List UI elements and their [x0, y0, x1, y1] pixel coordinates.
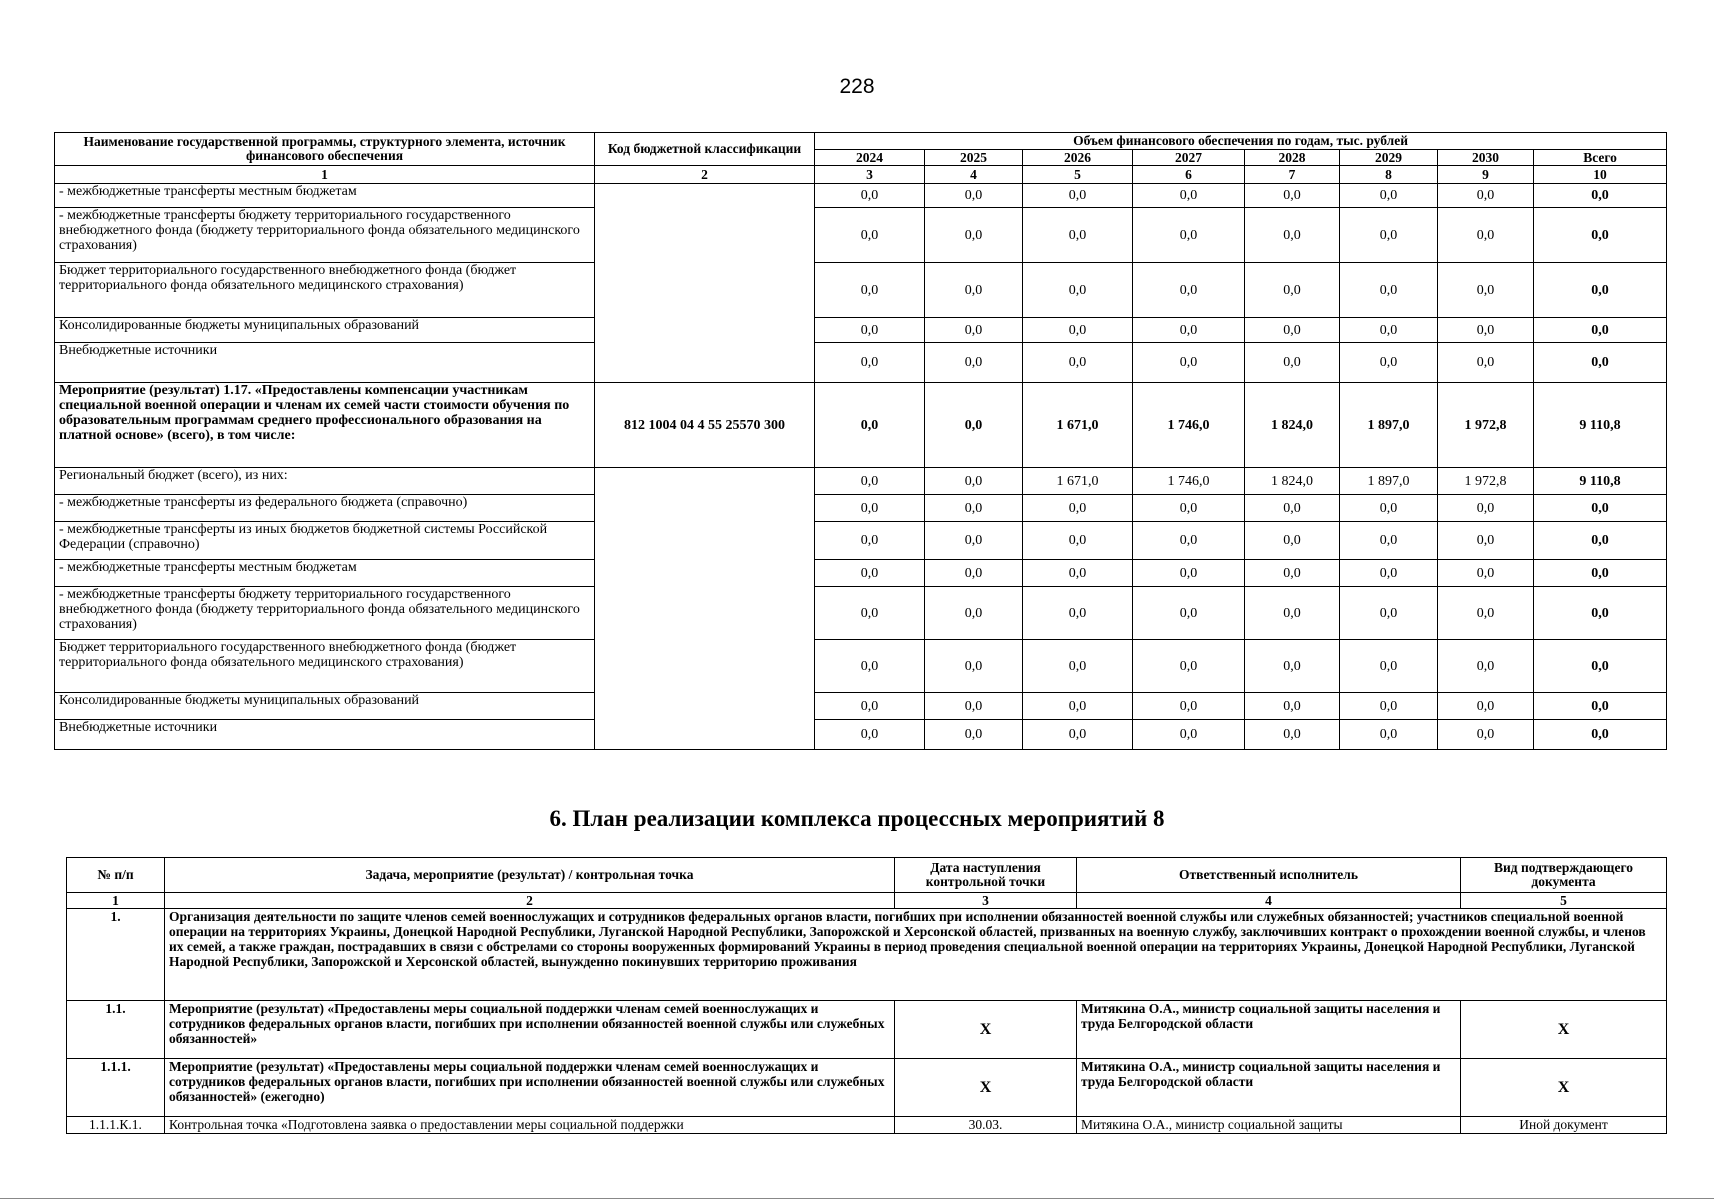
- year-value: 0,0: [925, 263, 1023, 318]
- column-number: 5: [1461, 893, 1667, 909]
- year-value: 0,0: [815, 560, 925, 587]
- header-task: Задача, мероприятие (результат) / контрольная точка: [165, 858, 895, 893]
- event-value: 1 972,8: [1438, 383, 1534, 468]
- source-row: [55, 263, 1667, 318]
- year-value: 0,0: [1133, 522, 1245, 560]
- year-value: 0,0: [925, 693, 1023, 720]
- total-value: 0,0: [1534, 587, 1667, 640]
- year-value: 0,0: [815, 468, 925, 495]
- column-number: 4: [925, 166, 1023, 184]
- row-text: Контрольная точка «Подготовлена заявка о предоставлении меры социальной поддержки: [165, 1117, 895, 1134]
- column-number: 3: [895, 893, 1077, 909]
- header-executor: Ответственный исполнитель: [1077, 858, 1461, 893]
- year-value: 0,0: [1133, 587, 1245, 640]
- year-value: 0,0: [1245, 318, 1340, 343]
- year-value: 1 897,0: [1340, 468, 1438, 495]
- year-value: 0,0: [815, 495, 925, 522]
- source-row: [55, 560, 1667, 587]
- header-year: 2030: [1438, 150, 1534, 166]
- year-value: 0,0: [1340, 263, 1438, 318]
- total-value: 0,0: [1534, 263, 1667, 318]
- column-number: 6: [1133, 166, 1245, 184]
- year-value: 0,0: [925, 343, 1023, 383]
- year-value: 0,0: [815, 263, 925, 318]
- total-value: 0,0: [1534, 720, 1667, 750]
- empty-code-cell: [595, 184, 815, 383]
- year-value: 0,0: [1438, 343, 1534, 383]
- section-title: 6. План реализации комплекса процессных мероприятий 8: [549, 806, 1165, 831]
- year-value: 0,0: [925, 560, 1023, 587]
- source-name: - межбюджетные трансферты местным бюджетам: [55, 560, 595, 587]
- year-value: 0,0: [1023, 693, 1133, 720]
- event-value: 1 897,0: [1340, 383, 1438, 468]
- total-value: 9 110,8: [1534, 468, 1667, 495]
- row-num: 1.1.1.К.1.: [67, 1117, 165, 1134]
- year-value: 0,0: [815, 318, 925, 343]
- year-value: 0,0: [1023, 343, 1133, 383]
- source-row: [55, 468, 1667, 495]
- year-value: 0,0: [925, 318, 1023, 343]
- year-value: 1 824,0: [1245, 468, 1340, 495]
- total-value: 0,0: [1534, 184, 1667, 208]
- year-value: 0,0: [925, 720, 1023, 750]
- year-value: 0,0: [1438, 318, 1534, 343]
- total-value: 0,0: [1534, 318, 1667, 343]
- year-value: 0,0: [1245, 587, 1340, 640]
- year-value: 0,0: [815, 587, 925, 640]
- column-number: 1: [67, 893, 165, 909]
- year-value: 0,0: [815, 640, 925, 693]
- column-number: 5: [1023, 166, 1133, 184]
- row-executor: Митякина О.А., министр социальной защиты населения и труда Белгородской области: [1077, 1001, 1461, 1059]
- year-value: 0,0: [925, 587, 1023, 640]
- source-row: [55, 184, 1667, 208]
- row-num: 1.1.: [67, 1001, 165, 1059]
- column-number: 1: [55, 166, 595, 184]
- source-name: - межбюджетные трансферты местным бюджетам: [55, 184, 595, 208]
- source-name: - межбюджетные трансферты из федерального бюджета (справочно): [55, 495, 595, 522]
- year-value: 1 746,0: [1133, 468, 1245, 495]
- source-row: [55, 640, 1667, 693]
- source-name: - межбюджетные трансферты бюджету территориального государственного внебюджетного фонда (бюджету территориального фонда обязательного медицинского страхования): [55, 208, 595, 263]
- source-name: Региональный бюджет (всего), из них:: [55, 468, 595, 495]
- row-executor: Митякина О.А., министр социальной защиты: [1077, 1117, 1461, 1134]
- year-value: 0,0: [1023, 184, 1133, 208]
- header-code: Код бюджетной классификации: [595, 133, 815, 166]
- source-row: [55, 495, 1667, 522]
- column-number: 8: [1340, 166, 1438, 184]
- year-value: 0,0: [1133, 263, 1245, 318]
- source-row: [55, 318, 1667, 343]
- year-value: 0,0: [1245, 208, 1340, 263]
- year-value: 0,0: [925, 640, 1023, 693]
- header-total: Всего: [1534, 150, 1667, 166]
- source-row: [55, 343, 1667, 383]
- year-value: 0,0: [1438, 495, 1534, 522]
- year-value: 1 972,8: [1438, 468, 1534, 495]
- total-value: 0,0: [1534, 560, 1667, 587]
- source-row: [55, 720, 1667, 750]
- source-row: [55, 587, 1667, 640]
- year-value: 0,0: [1133, 640, 1245, 693]
- year-value: 0,0: [1340, 318, 1438, 343]
- year-value: 0,0: [815, 720, 925, 750]
- year-value: 0,0: [1133, 720, 1245, 750]
- total-value: 0,0: [1534, 640, 1667, 693]
- event-value: 9 110,8: [1534, 383, 1667, 468]
- header-year: 2025: [925, 150, 1023, 166]
- year-value: 0,0: [1133, 495, 1245, 522]
- year-value: 0,0: [1340, 208, 1438, 263]
- source-row: [55, 522, 1667, 560]
- event-row: [55, 383, 1667, 468]
- event-value: 1 824,0: [1245, 383, 1340, 468]
- header-date: Дата наступления контрольной точки: [895, 858, 1077, 893]
- task-num: 1.: [67, 909, 165, 1001]
- year-value: 0,0: [1023, 640, 1133, 693]
- year-value: 0,0: [1340, 522, 1438, 560]
- year-value: 0,0: [1340, 495, 1438, 522]
- year-value: 0,0: [1023, 495, 1133, 522]
- plan-row: [67, 1001, 1667, 1059]
- rows-b: [55, 468, 1667, 750]
- column-number: 2: [165, 893, 895, 909]
- year-value: 0,0: [1133, 184, 1245, 208]
- row-doc: X: [1461, 1059, 1667, 1117]
- row-doc: Иной документ: [1461, 1117, 1667, 1134]
- year-value: 0,0: [1438, 560, 1534, 587]
- header-year: 2029: [1340, 150, 1438, 166]
- year-value: 0,0: [815, 184, 925, 208]
- source-name: Бюджет территориального государственного внебюджетного фонда (бюджет территориального фонда обязательного медицинского страхования): [55, 640, 595, 693]
- row-doc: X: [1461, 1001, 1667, 1059]
- header-doc: Вид подтверждающего документа: [1461, 858, 1667, 893]
- total-value: 0,0: [1534, 343, 1667, 383]
- year-value: 0,0: [925, 495, 1023, 522]
- rows-a: [55, 184, 1667, 383]
- year-value: 0,0: [1023, 560, 1133, 587]
- header-volume: Объем финансового обеспечения по годам, тыс. рублей: [815, 133, 1667, 150]
- year-value: 0,0: [1245, 560, 1340, 587]
- year-value: 0,0: [1340, 640, 1438, 693]
- year-value: 0,0: [1023, 208, 1133, 263]
- year-value: 0,0: [1438, 587, 1534, 640]
- row-executor: Митякина О.А., министр социальной защиты населения и труда Белгородской области: [1077, 1059, 1461, 1117]
- row-num: 1.1.1.: [67, 1059, 165, 1117]
- year-value: 0,0: [925, 184, 1023, 208]
- row-date: X: [895, 1001, 1077, 1059]
- column-number: 4: [1077, 893, 1461, 909]
- empty-code-cell: [595, 468, 815, 750]
- year-value: 0,0: [1133, 693, 1245, 720]
- source-name: Консолидированные бюджеты муниципальных образований: [55, 693, 595, 720]
- event-name: Мероприятие (результат) 1.17. «Предоставлены компенсации участникам специальной военной операции и членам их семей части стоимости обучения по образовательным программам среднего профессионального образования на платной основе» (всего), в том числе:: [55, 383, 595, 468]
- year-value: 0,0: [1133, 318, 1245, 343]
- column-number: 10: [1534, 166, 1667, 184]
- year-value: 0,0: [1340, 693, 1438, 720]
- source-name: Консолидированные бюджеты муниципальных образований: [55, 318, 595, 343]
- year-value: 0,0: [1245, 184, 1340, 208]
- year-value: 0,0: [925, 522, 1023, 560]
- year-value: 0,0: [1023, 318, 1133, 343]
- header-year: 2024: [815, 150, 925, 166]
- year-value: 0,0: [1438, 184, 1534, 208]
- source-name: - межбюджетные трансферты из иных бюджетов бюджетной системы Российской Федерации (справочно): [55, 522, 595, 560]
- event-value: 1 746,0: [1133, 383, 1245, 468]
- year-value: 0,0: [1245, 693, 1340, 720]
- row-date: 30.03.: [895, 1117, 1077, 1134]
- source-name: - межбюджетные трансферты бюджету территориального государственного внебюджетного фонда (бюджету территориального фонда обязательного медицинского страхования): [55, 587, 595, 640]
- plan-table: [66, 857, 1667, 1134]
- source-name: Внебюджетные источники: [55, 343, 595, 383]
- year-value: 0,0: [1245, 522, 1340, 560]
- plan-row: [67, 1117, 1667, 1134]
- year-value: 0,0: [1023, 522, 1133, 560]
- year-value: 0,0: [815, 693, 925, 720]
- column-number: 3: [815, 166, 925, 184]
- total-value: 0,0: [1534, 522, 1667, 560]
- plan-row: [67, 1059, 1667, 1117]
- year-value: 0,0: [1133, 560, 1245, 587]
- event-code: 812 1004 04 4 55 25570 300: [595, 383, 815, 468]
- year-value: 0,0: [1438, 522, 1534, 560]
- total-value: 0,0: [1534, 495, 1667, 522]
- row-date: X: [895, 1059, 1077, 1117]
- year-value: 0,0: [1245, 263, 1340, 318]
- row-text: Мероприятие (результат) «Предоставлены меры социальной поддержки членам семей военнослужащих и сотрудников федеральных органов власти, погибших при исполнении обязанностей военной службы или служебных обязанностей» (ежегодно): [165, 1059, 895, 1117]
- year-value: 0,0: [1340, 587, 1438, 640]
- column-number: 9: [1438, 166, 1534, 184]
- row-text: Мероприятие (результат) «Предоставлены меры социальной поддержки членам семей военнослужащих и сотрудников федеральных органов власти, погибших при исполнении обязанностей военной службы или служебных обязанностей»: [165, 1001, 895, 1059]
- header-name: Наименование государственной программы, структурного элемента, источник финансового обеспечения: [55, 133, 595, 166]
- year-value: 0,0: [1438, 720, 1534, 750]
- column-number: 7: [1245, 166, 1340, 184]
- event-value: 0,0: [815, 383, 925, 468]
- event-value: 0,0: [925, 383, 1023, 468]
- year-value: 0,0: [1438, 693, 1534, 720]
- year-value: 0,0: [1133, 343, 1245, 383]
- year-value: 0,0: [1245, 343, 1340, 383]
- page-bottom-rule: [0, 1198, 1714, 1199]
- year-value: 0,0: [1245, 495, 1340, 522]
- task-text: Организация деятельности по защите членов семей военнослужащих и сотрудников федеральных органов власти, погибших при исполнении обязанностей военной службы или служебных обязанностей; участников специальной военной операции на территориях Украины, Донецкой Народной Республики, Луганской Народной Республики, Запорожской и Херсонской областей, призванных на военную службу, заключивших контракт о прохождении военной службы, и членов их семей, а также граждан, пострадавших в связи с обстрелами со стороны вооруженных формирований Украины в период проведения специальной военной операции на территориях Украины, Донецкой Народной Республики, Луганской Народной Республики, Запорожской и Херсонской областей, вынужденно покинувших территорию проживания: [165, 909, 1667, 1001]
- page-number: 228: [839, 75, 875, 98]
- header-year: 2028: [1245, 150, 1340, 166]
- year-value: 0,0: [1023, 720, 1133, 750]
- year-value: 0,0: [925, 208, 1023, 263]
- source-name: Бюджет территориального государственного внебюджетного фонда (бюджет территориального фонда обязательного медицинского страхования): [55, 263, 595, 318]
- year-value: 1 671,0: [1023, 468, 1133, 495]
- total-value: 0,0: [1534, 208, 1667, 263]
- total-value: 0,0: [1534, 693, 1667, 720]
- year-value: 0,0: [1438, 263, 1534, 318]
- year-value: 0,0: [1340, 720, 1438, 750]
- year-value: 0,0: [1245, 720, 1340, 750]
- header-year: 2027: [1133, 150, 1245, 166]
- year-value: 0,0: [1438, 640, 1534, 693]
- year-value: 0,0: [815, 343, 925, 383]
- year-value: 0,0: [815, 208, 925, 263]
- header-num: № п/п: [67, 858, 165, 893]
- source-name: Внебюджетные источники: [55, 720, 595, 750]
- year-value: 0,0: [1023, 587, 1133, 640]
- header-year: 2026: [1023, 150, 1133, 166]
- year-value: 0,0: [1245, 640, 1340, 693]
- year-value: 0,0: [1340, 560, 1438, 587]
- year-value: 0,0: [1438, 208, 1534, 263]
- source-row: [55, 208, 1667, 263]
- year-value: 0,0: [1340, 184, 1438, 208]
- financing-table: [54, 132, 1667, 750]
- year-value: 0,0: [1023, 263, 1133, 318]
- task-row: [67, 909, 1667, 1001]
- year-value: 0,0: [815, 522, 925, 560]
- event-value: 1 671,0: [1023, 383, 1133, 468]
- source-row: [55, 693, 1667, 720]
- year-value: 0,0: [1133, 208, 1245, 263]
- year-value: 0,0: [925, 468, 1023, 495]
- column-number: 2: [595, 166, 815, 184]
- year-value: 0,0: [1340, 343, 1438, 383]
